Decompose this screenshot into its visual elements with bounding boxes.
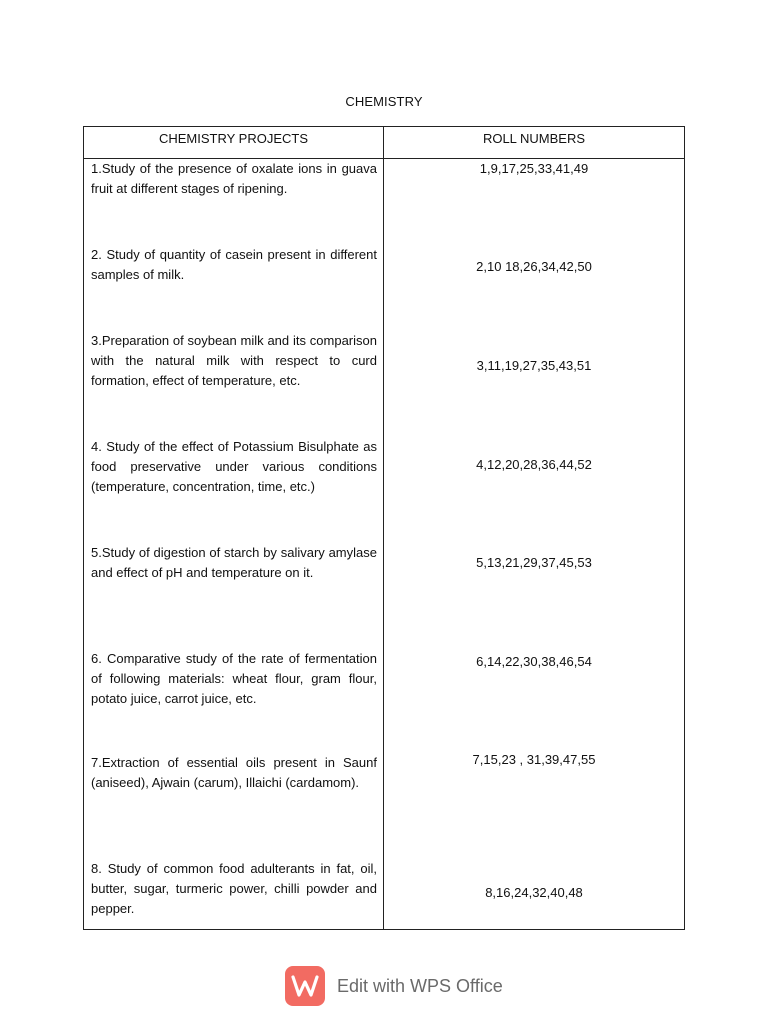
projects-table xyxy=(83,126,685,930)
project-item-5: 5.Study of digestion of starch by salivary amylase and effect of pH and temperature on it. xyxy=(91,545,377,580)
projects-column xyxy=(84,159,384,930)
project-item-6: 6. Comparative study of the rate of fermentation of following materials: wheat flour, gram flour, potato juice, carrot juice, etc. xyxy=(91,651,377,706)
project-item-7: 7.Extraction of essential oils present in Saunf (aniseed), Ajwain (carum), Illaichi (cardamom). xyxy=(91,755,377,790)
roll-numbers-column xyxy=(384,159,685,930)
roll-numbers-5: 5,13,21,29,37,45,53 xyxy=(476,555,592,570)
roll-numbers-8: 8,16,24,32,40,48 xyxy=(485,885,583,900)
wps-office-logo-icon xyxy=(285,966,325,1006)
table-header-row xyxy=(84,127,685,159)
roll-numbers-6: 6,14,22,30,38,46,54 xyxy=(476,654,592,669)
header-roll-numbers: ROLL NUMBERS xyxy=(384,127,685,159)
project-item-8: 8. Study of common food adulterants in fat, oil, butter, sugar, turmeric power, chilli powder and pepper. xyxy=(91,861,377,916)
roll-numbers-1: 1,9,17,25,33,41,49 xyxy=(479,161,589,176)
projects-table-container xyxy=(83,126,684,930)
roll-numbers-4: 4,12,20,28,36,44,52 xyxy=(476,457,592,472)
project-item-2: 2. Study of quantity of casein present in different samples of milk. xyxy=(91,247,377,282)
edit-with-wps-banner[interactable] xyxy=(285,965,503,1007)
table-body-row xyxy=(84,159,685,930)
project-item-4: 4. Study of the effect of Potassium Bisulphate as food preservative under various conditions (temperature, concentration, time, etc.) xyxy=(91,439,377,494)
project-item-3: 3.Preparation of soybean milk and its comparison with the natural milk with respect to curd formation, effect of temperature, etc. xyxy=(91,333,377,388)
project-item-1: 1.Study of the presence of oxalate ions in guava fruit at different stages of ripening. xyxy=(91,161,377,196)
roll-numbers-2: 2,10 18,26,34,42,50 xyxy=(476,259,592,274)
header-chemistry-projects: CHEMISTRY PROJECTS xyxy=(84,127,384,159)
roll-numbers-7: 7,15,23 , 31,39,47,55 xyxy=(472,752,596,767)
document-title: CHEMISTRY xyxy=(345,94,423,109)
edit-with-wps-label: Edit with WPS Office xyxy=(337,975,503,996)
roll-numbers-3: 3,11,19,27,35,43,51 xyxy=(476,358,592,373)
